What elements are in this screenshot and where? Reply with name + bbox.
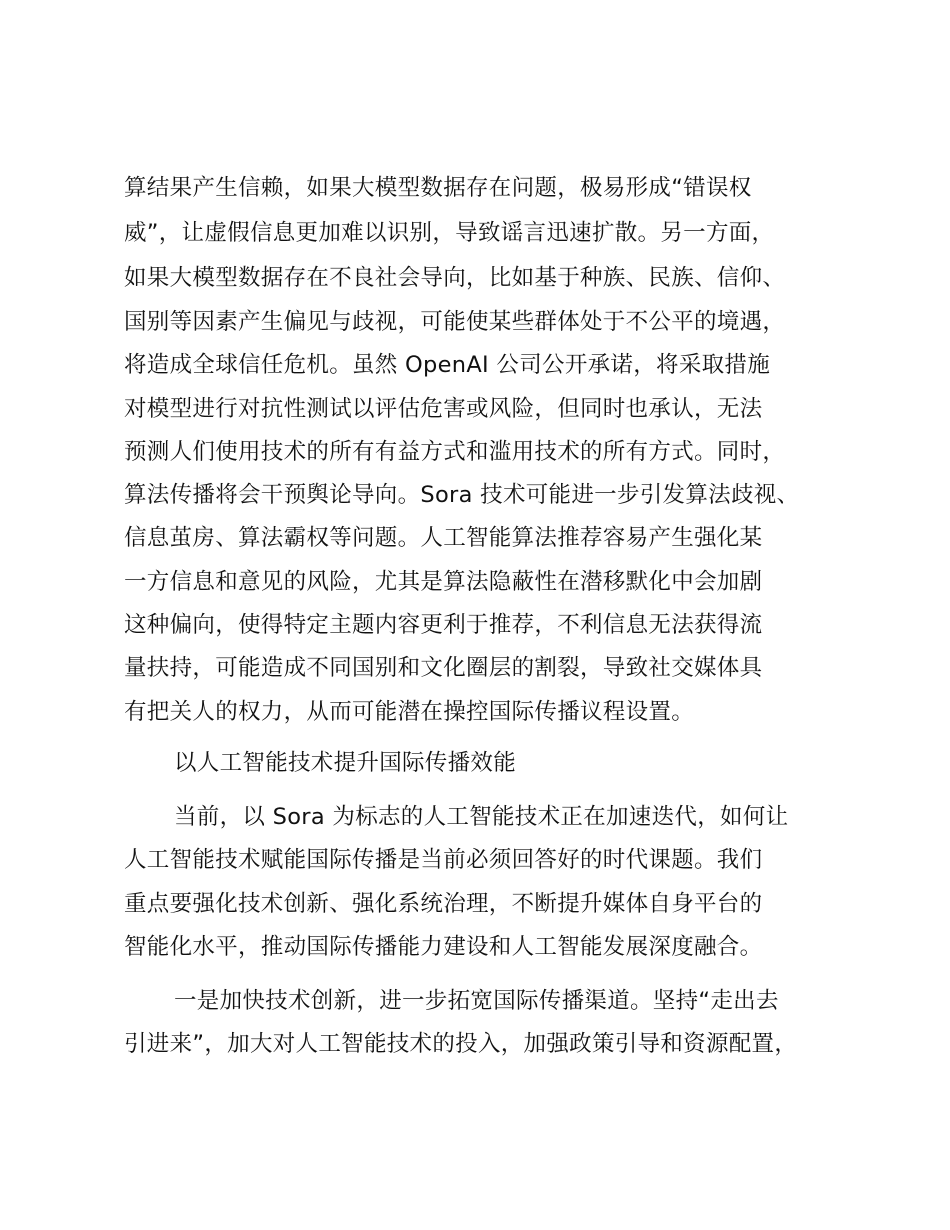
paragraph-line: 引进来”，加大对人工智能技术的投入，加强政策引导和资源配置， xyxy=(124,1031,798,1057)
paragraph-line: 量扶持，可能造成不同国别和文化圈层的割裂，导致社交媒体具 xyxy=(124,655,763,681)
paragraph-line: 有把关人的权力，从而可能潜在操控国际传播议程设置。 xyxy=(124,699,695,725)
paragraph-line: 一是加快技术创新，进一步拓宽国际传播渠道。坚持“走出去 xyxy=(174,988,779,1014)
paragraph-line: 当前，以 Sora 为标志的人工智能技术正在加速迭代，如何让 xyxy=(174,804,789,830)
paragraph-line: 对模型进行对抗性测试以评估危害或风险，但同时也承认，无法 xyxy=(124,396,763,422)
paragraph-line: 智能化水平，推动国际传播能力建设和人工智能发展深度融合。 xyxy=(124,934,763,960)
paragraph-line: 算法传播将会干预舆论导向。Sora 技术可能进一步引发算法歧视、 xyxy=(124,482,800,508)
paragraph-line: 人工智能技术赋能国际传播是当前必须回答好的时代课题。我们 xyxy=(124,847,763,873)
section-heading: 以人工智能技术提升国际传播效能 xyxy=(174,750,517,776)
paragraph-line: 预测人们使用技术的所有有益方式和滥用技术的所有方式。同时， xyxy=(124,439,786,465)
paragraph-line: 将造成全球信任危机。虽然 OpenAI 公司公开承诺，将采取措施 xyxy=(124,352,771,378)
paragraph-line: 一方信息和意见的风险，尤其是算法隐蔽性在潜移默化中会加剧 xyxy=(124,569,763,595)
paragraph-line: 信息茧房、算法霸权等问题。人工智能算法推荐容易产生强化某 xyxy=(124,525,763,551)
paragraph-line: 如果大模型数据存在不良社会导向，比如基于种族、民族、信仰、 xyxy=(124,265,786,291)
paragraph-line: 重点要强化技术创新、强化系统治理，不断提升媒体自身平台的 xyxy=(124,891,763,917)
paragraph-line: 国别等因素产生偏见与歧视，可能使某些群体处于不公平的境遇， xyxy=(124,309,786,335)
paragraph-line: 威”，让虚假信息更加难以识别，导致谣言迅速扩散。另一方面， xyxy=(124,220,775,246)
paragraph-line: 算结果产生信赖，如果大模型数据存在问题，极易形成“错误权 xyxy=(124,175,752,201)
paragraph-line: 这种偏向，使得特定主题内容更利于推荐，不利信息无法获得流 xyxy=(124,612,763,638)
